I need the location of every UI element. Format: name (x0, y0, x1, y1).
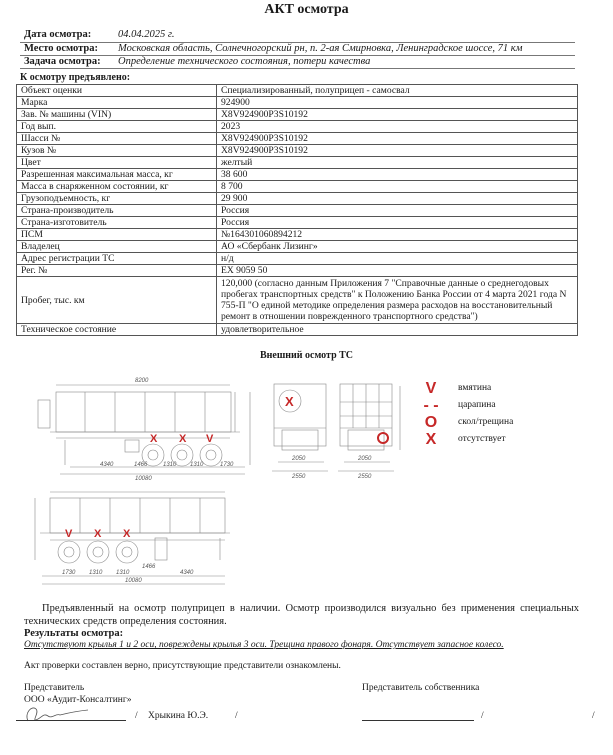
spec-key: Шасси № (17, 133, 217, 145)
vehicle-spec-table (16, 84, 578, 336)
spec-key: Разрешенная максимальная масса, кг (17, 169, 217, 181)
slash-separator: / (235, 711, 238, 721)
table-row (17, 109, 578, 121)
spec-key: Страна-производитель (17, 205, 217, 217)
svg-text:1730: 1730 (62, 570, 76, 576)
svg-text:V: V (206, 433, 214, 445)
spec-key: Адрес регистрации ТС (17, 253, 217, 265)
spec-value: 2023 (217, 121, 578, 133)
slash-separator: / (481, 711, 484, 721)
spec-value: АО «Сбербанк Лизинг» (217, 241, 578, 253)
spec-value: 38 600 (217, 169, 578, 181)
table-row (17, 324, 578, 336)
svg-text:1466: 1466 (134, 462, 148, 468)
svg-text:X: X (94, 528, 102, 540)
svg-text:X: X (285, 394, 294, 409)
trailer-side-view-drawing (30, 370, 260, 480)
svg-text:1310: 1310 (190, 462, 204, 468)
spec-key: Кузов № (17, 145, 217, 157)
table-row (17, 97, 578, 109)
legend-item-scratch (422, 397, 592, 414)
legend-label: царапина (458, 400, 496, 410)
table-row (17, 169, 578, 181)
presented-label: К осмотру предъявлено: (20, 72, 131, 83)
table-row (17, 229, 578, 241)
svg-text:2050: 2050 (358, 456, 372, 462)
svg-text:1730: 1730 (220, 462, 234, 468)
header-row-date (20, 28, 575, 42)
table-row (17, 157, 578, 169)
spec-value: 29 900 (217, 193, 578, 205)
spec-value: Россия (217, 217, 578, 229)
legend-label: вмятина (458, 383, 492, 393)
missing-icon: X (425, 431, 437, 448)
slash-separator: / (135, 711, 138, 721)
date-value: 04.04.2025 г. (118, 29, 175, 40)
legend-item-chip (422, 414, 592, 431)
spec-key: ПСМ (17, 229, 217, 241)
table-row (17, 241, 578, 253)
spec-value: Россия (217, 205, 578, 217)
legend-label: скол/трещина (458, 417, 514, 427)
svg-text:4340: 4340 (100, 462, 114, 468)
slash-separator: / (592, 711, 595, 721)
damage-legend (422, 380, 592, 448)
header-row-task (20, 55, 575, 69)
spec-key: Рег. № (17, 265, 217, 277)
task-value: Определение технического состояния, потери качества (118, 56, 371, 67)
right-signature-line (362, 720, 474, 721)
acknowledgement-text: Акт проверки составлен верно, присутствующие представители ознакомлены. (24, 661, 341, 671)
spec-key: Техническое состояние (17, 324, 217, 336)
left-representative-title: Представитель (24, 683, 85, 693)
results-text: Отсутствуют крылья 1 и 2 оси, повреждены крылья 3 оси. Трещина правого фонаря. Отсутствует запасное колесо. (24, 640, 504, 650)
spec-value: X8V924900P3S10192 (217, 109, 578, 121)
spec-value: Специализированный, полуприцеп - самосвал (217, 85, 578, 97)
date-label: Дата осмотра: (24, 29, 92, 40)
svg-text:X: X (123, 528, 131, 540)
chip-crack-icon: O (424, 414, 438, 431)
table-row (17, 265, 578, 277)
table-row (17, 253, 578, 265)
table-row (17, 193, 578, 205)
spec-key: Владелец (17, 241, 217, 253)
spec-key: Зав. № машины (VIN) (17, 109, 217, 121)
table-row (17, 145, 578, 157)
spec-value: н/д (217, 253, 578, 265)
trailer-end-views-drawing (268, 378, 403, 480)
legend-item-missing (422, 431, 592, 448)
table-row (17, 205, 578, 217)
spec-key: Грузоподъемность, кг (17, 193, 217, 205)
svg-text:1310: 1310 (116, 570, 130, 576)
spec-value: 120,000 (согласно данным Приложения 7 "Справочные данные о среднегодовых пробегах транспортных средств" к Положению Банка России от 4 марта 2021 года N 755-П "О единой методике определения размера расходов на восстановительный ремонт в отношении поврежденного транспортного средства") (217, 277, 578, 324)
signature-scribble (22, 703, 92, 725)
owner-representative-title: Представитель собственника (362, 683, 480, 693)
svg-text:4340: 4340 (180, 570, 194, 576)
table-row (17, 217, 578, 229)
results-title: Результаты осмотра: (24, 628, 124, 639)
svg-text:V: V (65, 528, 73, 540)
task-label: Задача осмотра: (24, 56, 101, 67)
spec-key: Масса в снаряженном состоянии, кг (17, 181, 217, 193)
left-signature-line (16, 720, 126, 721)
svg-text:X: X (179, 433, 187, 445)
svg-text:8200: 8200 (135, 378, 149, 384)
svg-text:10080: 10080 (125, 578, 142, 584)
svg-text:1310: 1310 (163, 462, 177, 468)
spec-value: 924900 (217, 97, 578, 109)
document-title: АКТ осмотра (264, 2, 349, 17)
trailer-side-view-mirrored-drawing (30, 480, 230, 595)
svg-text:10080: 10080 (135, 476, 152, 480)
left-representative-name: Хрыкина Ю.Э. (148, 711, 209, 721)
svg-text:2550: 2550 (292, 474, 306, 480)
spec-key: Страна-изготовитель (17, 217, 217, 229)
svg-text:2050: 2050 (292, 456, 306, 462)
table-row (17, 133, 578, 145)
left-representative-org: ООО «Аудит-Консалтинг» (24, 695, 132, 705)
table-row (17, 277, 578, 324)
legend-item-dent (422, 380, 592, 397)
external-inspection-title: Внешний осмотр ТС (259, 350, 354, 361)
spec-key: Марка (17, 97, 217, 109)
dent-icon: V (425, 380, 437, 397)
inspection-paragraph: Предъявленный на осмотр полуприцеп в наличии. Осмотр производился визуально без применения специальных технических средств определения состояния. (24, 603, 579, 627)
scratch-icon: - - (423, 397, 439, 414)
table-row (17, 121, 578, 133)
header-row-place (20, 42, 575, 56)
spec-value: X8V924900P3S10192 (217, 133, 578, 145)
spec-value: желтый (217, 157, 578, 169)
spec-key: Пробег, тыс. км (17, 277, 217, 324)
spec-key: Год вып. (17, 121, 217, 133)
table-row (17, 181, 578, 193)
spec-key: Объект оценки (17, 85, 217, 97)
spec-key: Цвет (17, 157, 217, 169)
place-label: Место осмотра: (24, 43, 99, 54)
spec-value: 8 700 (217, 181, 578, 193)
svg-text:1310: 1310 (89, 570, 103, 576)
spec-value: X8V924900P3S10192 (217, 145, 578, 157)
svg-text:X: X (150, 433, 158, 445)
table-row (17, 85, 578, 97)
place-value: Московская область, Солнечногорский рн, п. 2-ая Смирновка, Ленинградское шоссе, 71 км (118, 43, 523, 54)
spec-value: ЕХ 9059 50 (217, 265, 578, 277)
legend-label: отсутствует (458, 434, 506, 444)
svg-text:1466: 1466 (142, 564, 156, 570)
spec-value: №164301060894212 (217, 229, 578, 241)
spec-value: удовлетворительное (217, 324, 578, 336)
divider (20, 68, 575, 69)
svg-text:2550: 2550 (358, 474, 372, 480)
